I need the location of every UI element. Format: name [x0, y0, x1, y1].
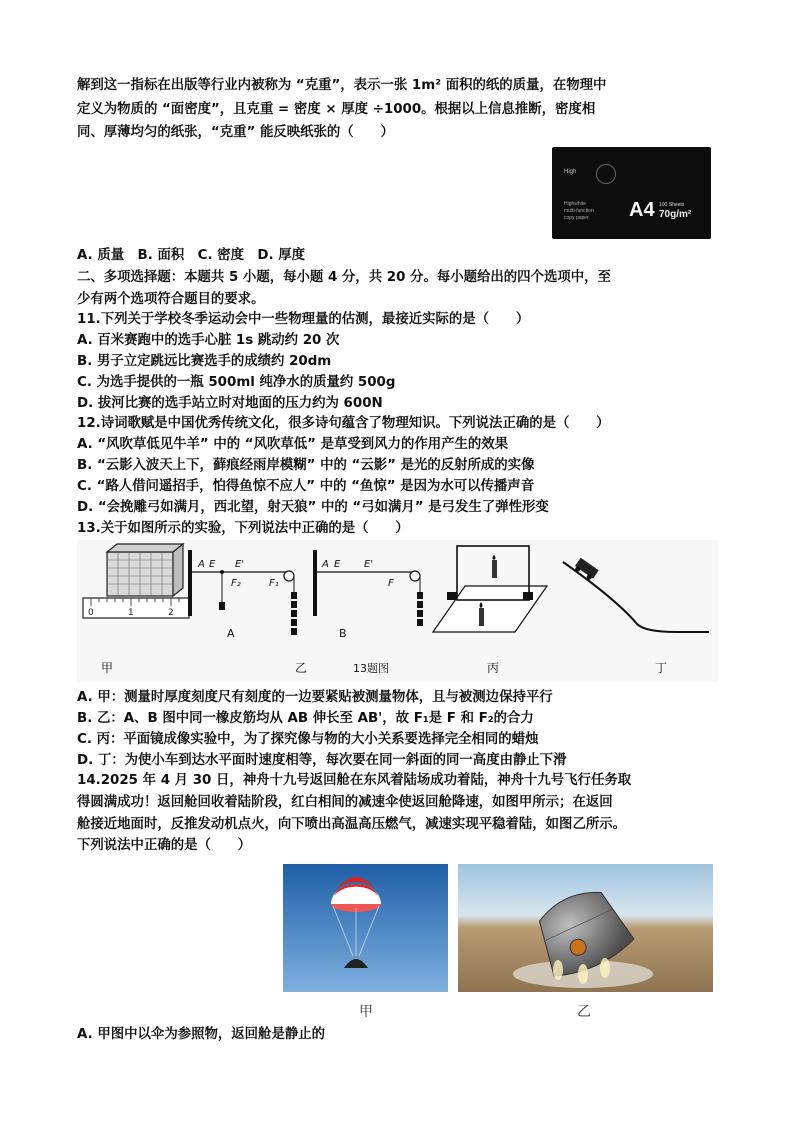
q12-option-a: A. “风吹草低见牛羊” 中的 “风吹草低” 是草受到风力的作用产生的效果 [77, 437, 509, 452]
package-logo-icon [596, 164, 616, 184]
caption-fig-13: 13题图 [353, 662, 389, 675]
label-a-A: A [198, 559, 205, 570]
q11-stem: 11.下列关于学校冬季运动会中一些物理量的估测，最接近实际的是（ ） [77, 312, 530, 327]
label-a-E: E [209, 559, 216, 570]
q11-option-d: D. 拔河比赛的选手站立时对地面的压力约为 600N [77, 396, 383, 411]
q13-option-b: B. 乙：A、B 图中同一橡皮筋均从 AB 伸长至 AB'，故 F₁是 F 和 F₂的合力 [77, 711, 534, 726]
a4-paper-photo [552, 147, 711, 239]
intro-line-2: 定义为物质的 “面密度”，且克重 = 密度 × 厚度 ÷1000。根据以上信息推断，密度相 [77, 102, 596, 117]
label-b-F: F [388, 578, 394, 589]
package-small-line-3: copy paper [564, 215, 589, 221]
q13-figure [77, 540, 718, 682]
q12-option-d: D. “会挽雕弓如满月，西北望，射天狼” 中的 “弓如满月” 是弓发生了弹性形变 [77, 500, 549, 515]
q13-option-a: A. 甲：测量时厚度刻度尺有刻度的一边要紧贴被测量物体，且与被测边保持平行 [77, 690, 553, 705]
logo-text: High [564, 169, 577, 175]
a4-text: A4 [629, 199, 655, 221]
label-b-E: E [334, 559, 341, 570]
package-small-line-1: Highwhite [564, 201, 586, 207]
q14-line-1: 14.2025 年 4 月 30 日，神舟十九号返回舱在东风着陆场成功着陆，神舟十九号飞行任务取 [77, 773, 632, 788]
package-small-line-2: multi-function [564, 208, 594, 214]
q12-option-c: C. “路人借问遥招手，怕得鱼惊不应人” 中的 “鱼惊” 是因为水可以传播声音 [77, 479, 535, 494]
caption-bing: 丙 [487, 661, 500, 675]
caption-yi-14: 乙 [577, 1004, 591, 1020]
q14-line-2: 得圆满成功！返回舱回收着陆阶段，红白相间的减速伞使返回舱降速，如图甲所示；在返回 [77, 795, 613, 810]
ruler-tick-2: 2 [168, 608, 174, 618]
q14-option-a: A. 甲图中以伞为参照物，返回舱是静止的 [77, 1027, 326, 1042]
gram-text: 70g/m² [659, 209, 692, 220]
q13-stem: 13.关于如图所示的实验，下列说法中正确的是（ ） [77, 521, 409, 536]
section2-line-2: 少有两个选项符合题目的要求。 [77, 292, 265, 307]
ruler-tick-0: 0 [88, 608, 94, 618]
sheets-text: 100 Sheets [659, 202, 685, 208]
q12-option-b: B. “云影入波天上下，藓痕经雨岸模糊” 中的 “云影” 是光的反射所成的实像 [77, 458, 535, 473]
label-a-E-prime: E' [235, 559, 245, 570]
caption-ding: 丁 [655, 661, 668, 675]
q11-option-c: C. 为选手提供的一瓶 500ml 纯净水的质量约 500g [77, 375, 396, 390]
label-b-A: A [322, 559, 329, 570]
q13-option-c: C. 丙：平面镜成像实验中，为了探究像与物的大小关系要选择完全相同的蜡烛 [77, 732, 539, 747]
caption-yi: 乙 [295, 661, 308, 675]
intro-line-1: 解到这一指标在出版等行业内被称为 “克重”，表示一张 1m² 面积的纸的质量，在物理中 [77, 78, 607, 93]
q13-option-d: D. 丁：为使小车到达水平面时速度相等，每次要在同一斜面的同一高度由静止下滑 [77, 753, 567, 768]
q11-option-b: B. 男子立定跳远比赛选手的成绩约 20dm [77, 354, 332, 369]
label-a-F1: F₁ [269, 578, 279, 589]
ruler-tick-1: 1 [128, 608, 134, 618]
caption-jia-14: 甲 [359, 1004, 373, 1020]
intro-line-3: 同、厚薄均匀的纸张，“克重” 能反映纸张的（ ） [77, 125, 394, 140]
parachute-photo [283, 864, 448, 992]
q11-option-a: A. 百米赛跑中的选手心脏 1s 跳动约 20 次 [77, 333, 340, 348]
q12-stem: 12.诗词歌赋是中国优秀传统文化，很多诗句蕴含了物理知识。下列说法正确的是（ ） [77, 416, 610, 431]
q10-options: A. 质量 B. 面积 C. 密度 D. 厚度 [77, 248, 306, 263]
caption-jia: 甲 [101, 661, 114, 675]
label-b-E-prime: E' [364, 559, 374, 570]
sub-label-b: B [339, 627, 347, 640]
section2-line-1: 二、多项选择题：本题共 5 小题，每小题 4 分，共 20 分。每小题给出的四个选项中，至 [77, 270, 611, 285]
label-a-F2: F₂ [231, 578, 241, 589]
q14-line-4: 下列说法中正确的是（ ） [77, 838, 252, 853]
sub-label-a: A [227, 627, 235, 640]
q14-line-3: 舱接近地面时，反推发动机点火，向下喷出高温高压燃气，减速实现平稳着陆，如图乙所示。 [77, 817, 627, 832]
q14-figure [283, 864, 713, 1024]
landing-photo [458, 864, 713, 992]
